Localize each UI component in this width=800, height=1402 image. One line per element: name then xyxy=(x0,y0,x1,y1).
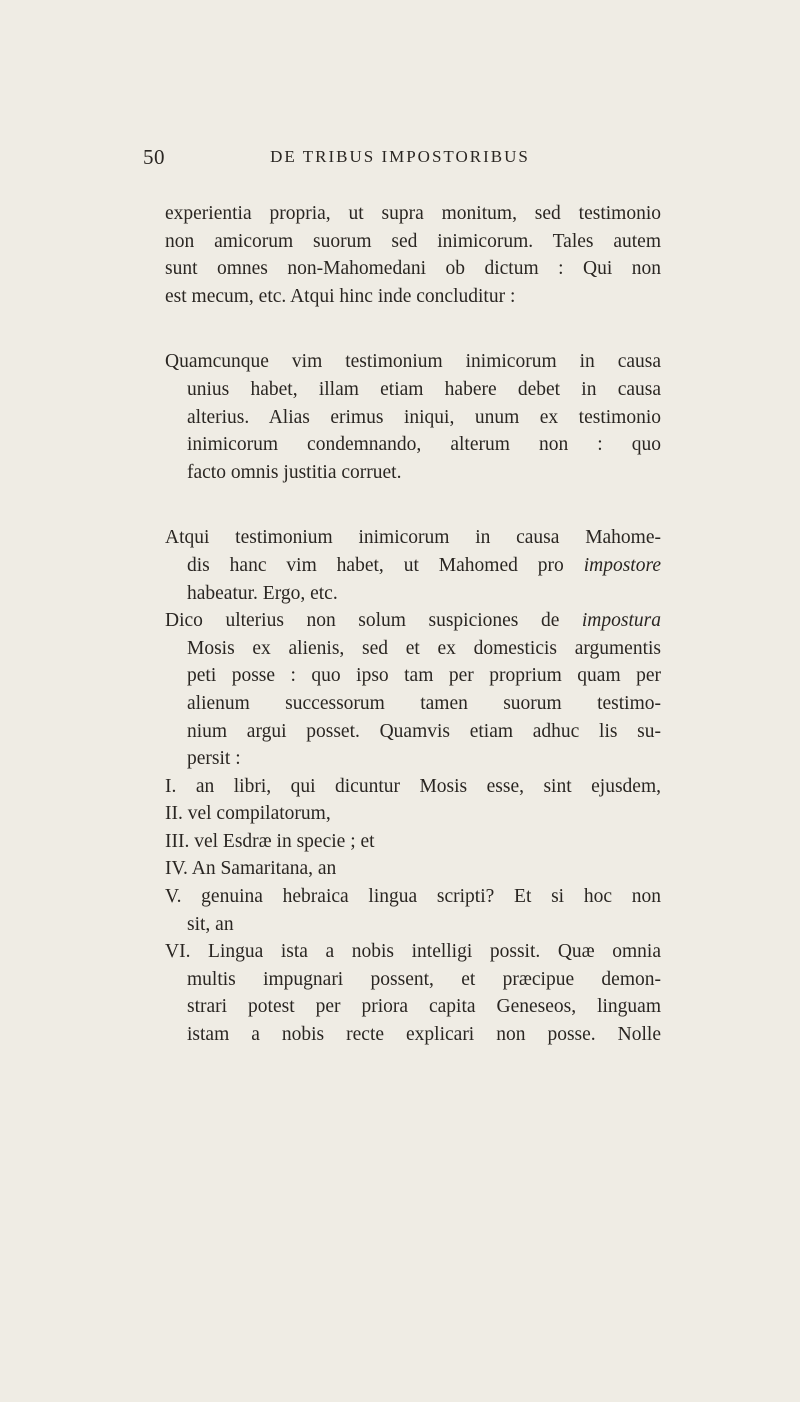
text-line: est mecum, etc. Atqui hinc inde concluditur : xyxy=(165,285,516,307)
text-line: non amicorum suorum sed inimicorum. Tales autem xyxy=(165,230,661,252)
list-item: strari potest per priora capita Geneseos, linguam xyxy=(187,996,661,1018)
running-title: DE TRIBUS IMPOSTORIBUS xyxy=(270,147,530,166)
list-item: III. vel Esdræ in specie ; et xyxy=(165,830,375,852)
text-line: nium argui posset. Quamvis etiam adhuc lis su- xyxy=(187,720,661,742)
italic-term: impostura xyxy=(581,610,661,632)
list-item: IV. An Samaritana, an xyxy=(165,858,337,880)
text-line: alterius. Alias erimus iniqui, unum ex testimonio xyxy=(187,406,661,428)
text-line: inimicorum condemnando, alterum non : quo xyxy=(187,434,661,456)
list-item: VI. Lingua ista a nobis intelligi possit. Quæ omnia xyxy=(165,941,661,963)
text-line xyxy=(165,552,661,580)
page-number: 50 xyxy=(143,145,165,169)
list-item: V. genuina hebraica lingua scripti? Et si hoc non xyxy=(165,886,661,908)
text-line: sunt omnes non-Mahomedani ob dictum : Qui non xyxy=(165,258,661,280)
text-line: habeatur. Ergo, etc. xyxy=(187,582,338,604)
paragraph xyxy=(165,200,661,310)
body-text xyxy=(165,200,661,1049)
numbered-list xyxy=(165,773,661,1049)
italic-term: impostore xyxy=(583,554,661,576)
text-line: persit : xyxy=(187,748,241,770)
list-item: II. vel compilatorum, xyxy=(165,803,331,825)
text-line: peti posse : quo ipso tam per proprium quam per xyxy=(187,665,661,687)
paragraph xyxy=(165,524,661,607)
list-item: I. an libri, qui dicuntur Mosis esse, sint ejusdem, xyxy=(165,775,661,797)
page-header xyxy=(0,145,800,173)
text-line: Atqui testimonium inimicorum in causa Mahome- xyxy=(165,527,661,549)
list-item: sit, an xyxy=(187,913,234,935)
list-item: istam a nobis recte explicari non posse. Nolle xyxy=(187,1024,661,1046)
paragraph xyxy=(165,348,661,486)
text-line: Quamcunque vim testimonium inimicorum in causa xyxy=(165,351,661,373)
text-line: Mosis ex alienis, sed et ex domesticis argumentis xyxy=(187,637,661,659)
text-line: experientia propria, ut supra monitum, sed testimonio xyxy=(165,203,661,224)
text-line: alienum successorum tamen suorum testimo- xyxy=(187,692,661,714)
list-item: multis impugnari possent, et præcipue demon- xyxy=(187,968,661,990)
text-line xyxy=(165,607,661,635)
text-span: Dico ulterius non solum suspiciones de xyxy=(165,610,582,632)
text-line: unius habet, illam etiam habere debet in causa xyxy=(187,378,661,400)
paragraph xyxy=(165,607,661,773)
text-line: facto omnis justitia corruet. xyxy=(187,461,402,483)
text-span: dis hanc vim habet, ut Mahomed pro xyxy=(187,554,584,576)
